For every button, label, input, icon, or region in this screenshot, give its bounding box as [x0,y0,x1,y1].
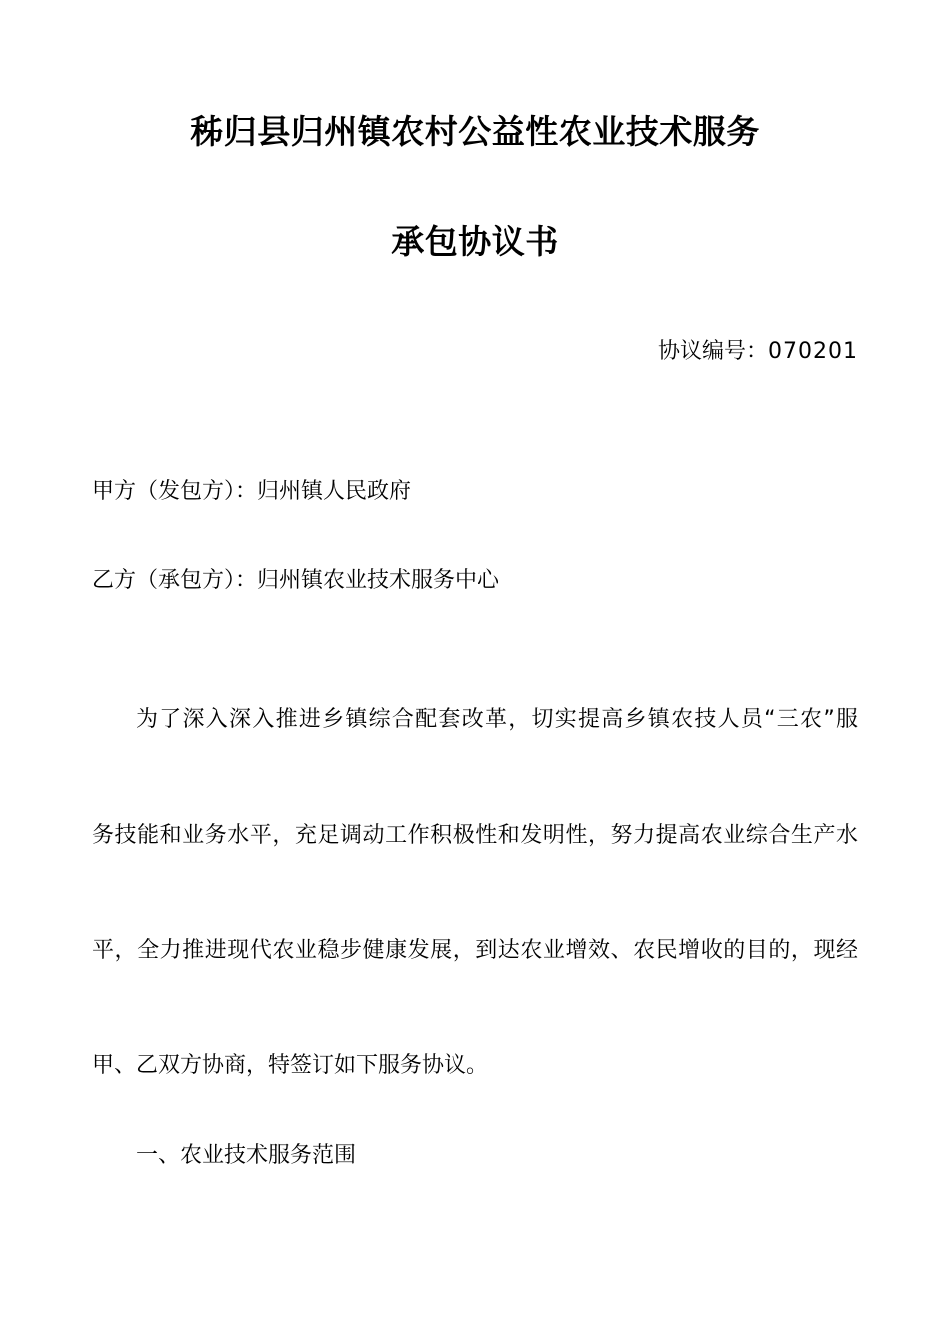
party-a: 甲方（发包方）：归州镇人民政府 [92,479,412,504]
body-paragraph-line-1: 为了深入深入推进乡镇综合配套改革，切实提高乡镇农技人员“三农”服 [136,707,858,732]
section-heading-1: 一、农业技术服务范围 [136,1143,357,1168]
body-paragraph-line-2: 务技能和业务水平，充足调动工作积极性和发明性，努力提高农业综合生产水 [92,823,858,848]
document-title-line-2: 承包协议书 [391,222,559,261]
agreement-number [658,334,858,365]
document-title-line-1: 秭归县归州镇农村公益性农业技术服务 [190,112,760,151]
body-paragraph-line-3: 平，全力推进现代农业稳步健康发展，到达农业增效、农民增收的目的，现经 [92,938,858,963]
agreement-number-value: 070201 [768,339,858,364]
agreement-number-label: 协议编号： [658,339,769,364]
party-b: 乙方（承包方）：归州镇农业技术服务中心 [92,568,500,593]
body-paragraph-line-4: 甲、乙双方协商，特签订如下服务协议。 [92,1053,489,1078]
